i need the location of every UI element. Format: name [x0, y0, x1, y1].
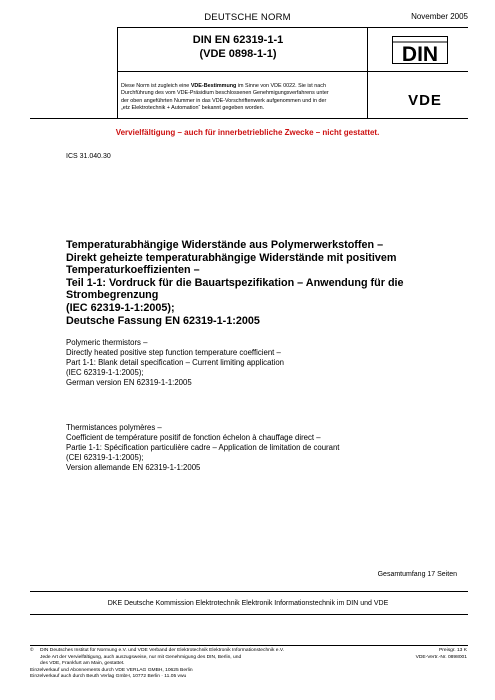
ics-code: ICS 31.040.30 — [66, 153, 111, 160]
standard-type-label: DEUTSCHE NORM — [204, 12, 291, 23]
french-title — [66, 423, 466, 473]
french-title-line: Partie 1-1: Spécification particulière cadre – Application de limitation de courant — [66, 443, 340, 452]
french-title-line: Version allemande EN 62319-1-1:2005 — [66, 463, 201, 472]
german-title-line: Teil 1-1: Vordruck für die Bauartspezifikation – Anwendung für die — [66, 276, 404, 289]
german-title-line: Deutsche Fassung EN 62319-1-1:2005 — [66, 314, 260, 327]
german-title-line: Strombegrenzung — [66, 289, 159, 302]
din-logo-text: DIN — [401, 43, 439, 64]
header-right-divider — [367, 27, 368, 118]
french-title-line: (CEI 62319-1-1:2005); — [66, 453, 144, 462]
document-number-vde: (VDE 0898-1-1) — [199, 48, 277, 60]
note-line-1: im Sinne von VDE 0022. Sie ist nach — [237, 83, 326, 89]
publication-date: November 2005 — [411, 12, 468, 21]
header-bottom-rule — [30, 118, 468, 119]
price-group: Preisgr. 13 K — [439, 648, 467, 653]
document-number-din: DIN EN 62319-1-1 — [192, 34, 284, 46]
din-logo — [392, 36, 448, 64]
german-title-line: Temperaturabhängige Widerstände aus Polymerwerkstoffen – — [66, 239, 384, 251]
vde-regulation-note — [121, 83, 363, 113]
english-title-line: Directly heated positive step function temperature coefficient – — [66, 348, 281, 357]
header-top-rule — [117, 27, 468, 28]
footer-copyright — [30, 648, 375, 681]
footer-line: Jede Art der Vervielfältigung, auch auszugsweise, nur mit Genehmigung des DIN, Berlin, und — [40, 654, 242, 660]
german-title — [66, 239, 466, 327]
note-line-4: „etz Elektrotechnik + Automation“ bekannt gegeben worden. — [121, 105, 265, 112]
copyright-icon: © — [30, 648, 34, 653]
footer-line: Einzelverkauf und Abonnements durch VDE VERLAG GMBH, 10625 Berlin — [30, 667, 193, 673]
note-line-2: Durchführung des vom VDE-Präsidium beschlossenen Genehmigungsverfahrens unter — [121, 90, 329, 97]
english-title-line: Polymeric thermistors – — [66, 338, 148, 347]
order-number: VDE-Vertr.-Nr. 0898001 — [415, 654, 467, 660]
footer-line: Einzelverkauf auch durch Beuth Verlag GmbH, 10772 Berlin · 11.05 vwu — [30, 674, 187, 680]
footer-line: DIN Deutsches Institut für Normung e.V. und VDE Verband der Elektrotechnik Elektronik Informationstechnik e.V. — [40, 648, 285, 653]
note-line-3: der oben angeführten Nummer in das VDE-Vorschriftenwerk aufgenommen und in der — [121, 97, 327, 104]
english-title — [66, 338, 466, 388]
committee-bottom-rule — [30, 614, 468, 615]
note-text-pre: Diese Norm ist zugleich eine — [121, 83, 191, 89]
french-title-line: Thermistances polymères – — [66, 423, 162, 432]
french-title-line: Coefficient de température positif de fonction échelon à chauffage direct – — [66, 433, 321, 442]
total-pages: Gesamtumfang 17 Seiten — [377, 571, 457, 578]
german-title-line: Direkt geheizte temperaturabhängige Widerstände mit positivem — [66, 251, 397, 264]
footer-top-rule — [30, 645, 468, 646]
english-title-line: Part 1-1: Blank detail specification – Current limiting application — [66, 358, 284, 367]
english-title-line: German version EN 62319-1-1:2005 — [66, 378, 192, 387]
vde-logo — [390, 92, 460, 106]
committee-line: DKE Deutsche Kommission Elektrotechnik Elektronik Informationstechnik im DIN und VDE — [107, 600, 389, 607]
reproduction-warning: Vervielfältigung – auch für innerbetriebliche Zwecke – nicht gestattet. — [115, 128, 380, 137]
document-number — [118, 33, 358, 61]
english-title-line: (IEC 62319-1-1:2005); — [66, 368, 144, 377]
footer-line: des VDE, Frankfurt am Main, gestattet. — [40, 661, 125, 667]
header-mid-rule — [117, 71, 468, 72]
vde-logo-text: VDE — [408, 92, 442, 106]
note-text-bold: VDE-Bestimmung — [190, 83, 237, 89]
committee-top-rule — [30, 591, 468, 592]
footer-price-info — [416, 648, 467, 661]
german-title-line: (IEC 62319-1-1:2005); — [66, 301, 175, 314]
german-title-line: Temperaturkoeffizienten – — [66, 264, 200, 277]
